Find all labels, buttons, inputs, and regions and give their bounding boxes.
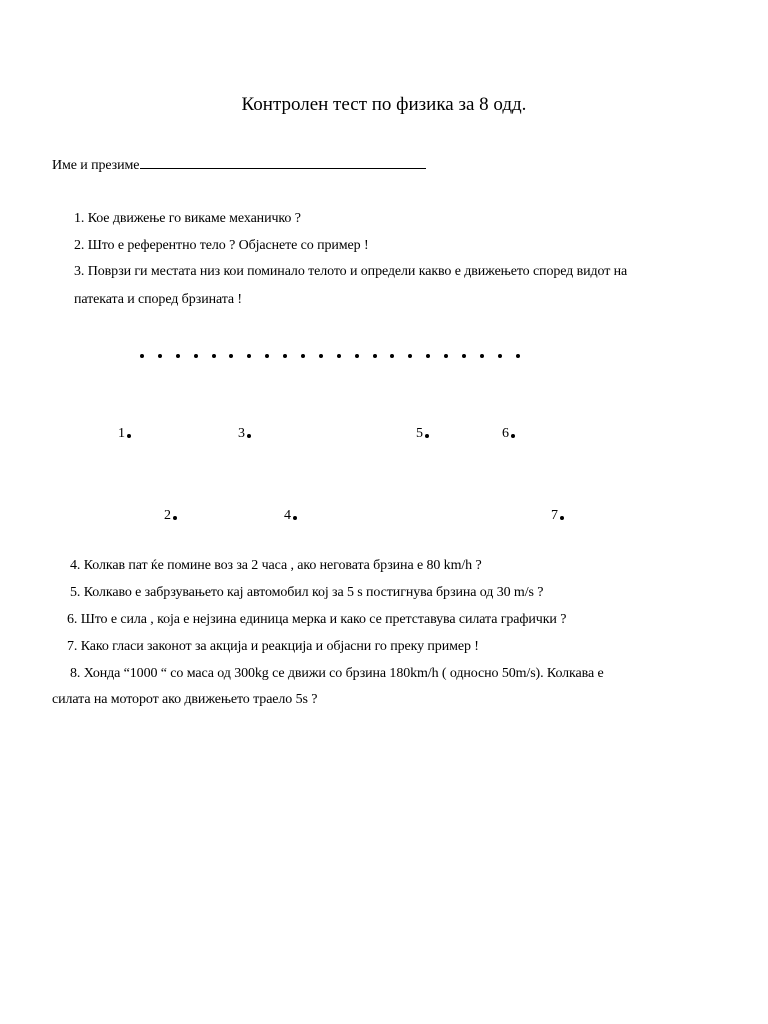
question-6: 6. Што е сила , која е нејзина единица мерка и како се претставува силата графички ? bbox=[67, 612, 567, 627]
trajectory-dot bbox=[212, 354, 216, 358]
trajectory-dot bbox=[194, 354, 198, 358]
question-8-line-2: силата на моторот ако движењето траело 5s ? bbox=[52, 692, 318, 707]
trajectory-dot bbox=[480, 354, 484, 358]
trajectory-dots-row bbox=[140, 342, 520, 358]
trajectory-dot bbox=[301, 354, 305, 358]
question-7: 7. Како гласи законот за акција и реакција и објасни го преку пример ! bbox=[67, 639, 479, 654]
trajectory-dot bbox=[247, 354, 251, 358]
trajectory-dot bbox=[462, 354, 466, 358]
position-point-7 bbox=[551, 508, 564, 524]
trajectory-dot bbox=[229, 354, 233, 358]
position-label-4: 4 bbox=[284, 508, 291, 523]
trajectory-dot bbox=[319, 354, 323, 358]
position-dot bbox=[511, 434, 515, 438]
question-5: 5. Колкаво е забрзувањето кај автомобил кој за 5 s постигнува брзина од 30 m/s ? bbox=[70, 585, 544, 600]
question-3-line-2: патеката и според брзината ! bbox=[74, 292, 242, 307]
position-point-3 bbox=[238, 426, 251, 442]
question-8-line-1: 8. Хонда “1000 “ со маса од 300kg се движи со брзина 180km/h ( односно 50m/s). Колкава е bbox=[70, 666, 604, 681]
position-label-6: 6 bbox=[502, 426, 509, 441]
position-point-5 bbox=[416, 426, 429, 442]
trajectory-dot bbox=[444, 354, 448, 358]
position-dot bbox=[247, 434, 251, 438]
position-label-7: 7 bbox=[551, 508, 558, 523]
trajectory-dot bbox=[140, 354, 144, 358]
name-field-row bbox=[52, 155, 426, 174]
position-label-3: 3 bbox=[238, 426, 245, 441]
position-label-5: 5 bbox=[416, 426, 423, 441]
question-4: 4. Колкав пат ќе помине воз за 2 часа , ако неговата брзина е 80 km/h ? bbox=[70, 558, 482, 573]
trajectory-dot bbox=[498, 354, 502, 358]
position-point-6 bbox=[502, 426, 515, 442]
trajectory-dot bbox=[426, 354, 430, 358]
trajectory-dot bbox=[337, 354, 341, 358]
trajectory-dot bbox=[176, 354, 180, 358]
page-title: Контролен тест по физика за 8 одд. bbox=[241, 94, 527, 115]
question-1: 1. Кое движење го викаме механичко ? bbox=[74, 211, 301, 226]
trajectory-dot bbox=[265, 354, 269, 358]
position-point-4 bbox=[284, 508, 297, 524]
trajectory-dot bbox=[355, 354, 359, 358]
position-dot bbox=[425, 434, 429, 438]
trajectory-dot bbox=[390, 354, 394, 358]
position-label-1: 1 bbox=[118, 426, 125, 441]
position-dot bbox=[293, 516, 297, 520]
question-3-line-1: 3. Поврзи ги местата низ кои поминало телото и определи какво е движењето според видот на bbox=[74, 264, 628, 279]
position-dot bbox=[173, 516, 177, 520]
trajectory-dot bbox=[283, 354, 287, 358]
trajectory-dot bbox=[373, 354, 377, 358]
trajectory-dot bbox=[408, 354, 412, 358]
trajectory-dot bbox=[158, 354, 162, 358]
position-label-2: 2 bbox=[164, 508, 171, 523]
position-dot bbox=[127, 434, 131, 438]
trajectory-dot bbox=[516, 354, 520, 358]
position-point-1 bbox=[118, 426, 131, 442]
position-dot bbox=[560, 516, 564, 520]
name-label: Име и презиме bbox=[52, 158, 140, 173]
question-2: 2. Што е референтно тело ? Објаснете со пример ! bbox=[74, 238, 369, 253]
position-point-2 bbox=[164, 508, 177, 524]
name-blank-line[interactable] bbox=[140, 155, 426, 169]
